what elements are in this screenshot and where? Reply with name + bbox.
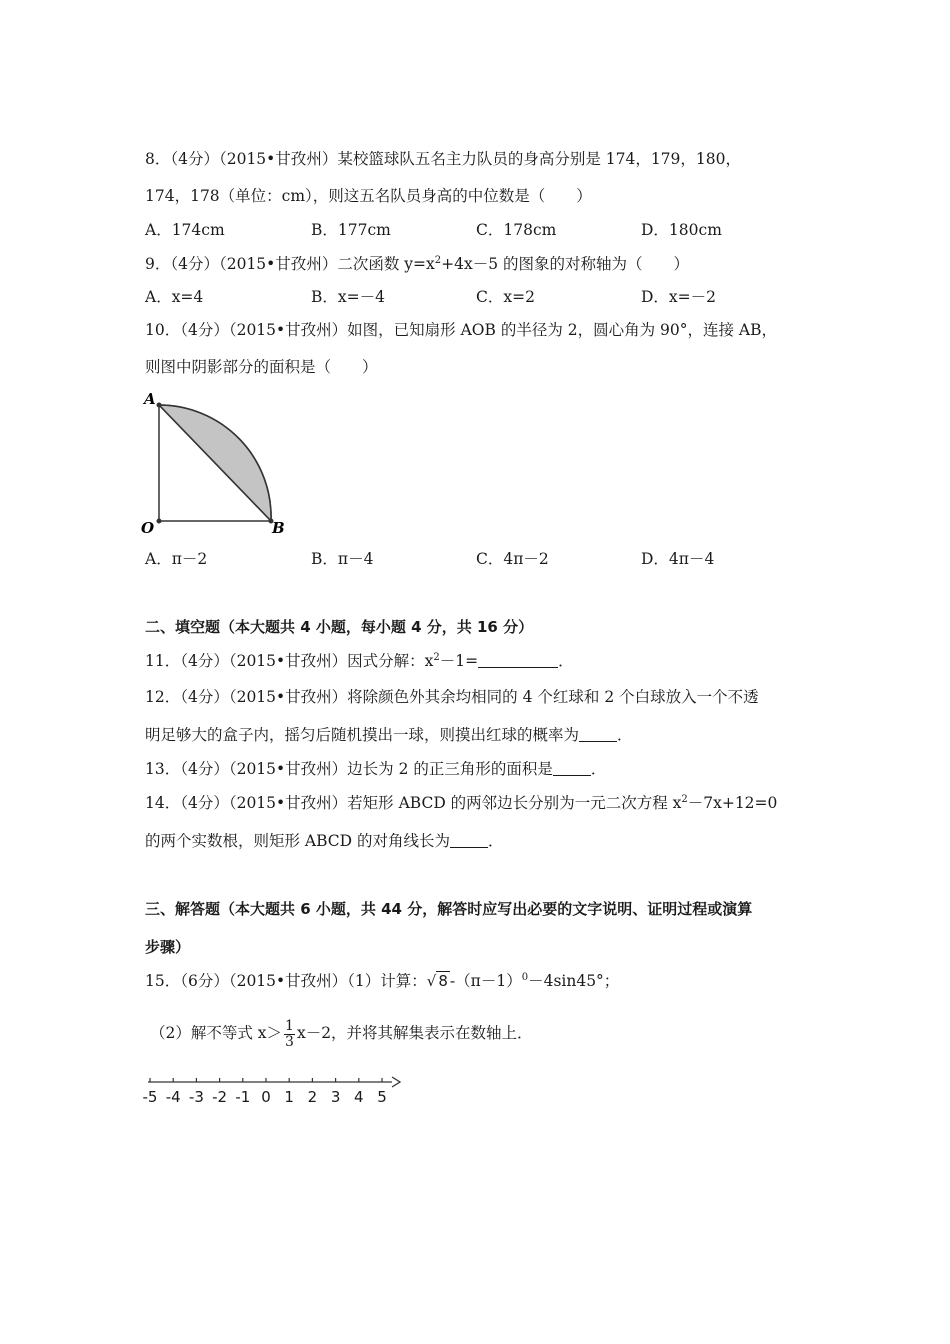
q13-stem (145, 758, 606, 780)
section2-title: 二、填空题（本大题共 4 小题，每小题 4 分，共 16 分） (145, 618, 534, 636)
q11-end: ． (558, 652, 574, 670)
fraction-numerator: 1 (285, 1017, 294, 1034)
q15-part1-mid: -（π－1） (449, 972, 522, 990)
number-line-label: -1 (235, 1088, 251, 1106)
q9-suffix: +4x－5 的图象的对称轴为（ ） (441, 255, 689, 273)
number-line (140, 1068, 410, 1108)
q12-answer-blank[interactable] (579, 726, 617, 742)
q10-line1: 10．（4分）（2015•甘孜州）如图，已知扇形 AOB 的半径为 2，圆心角为 90°，连接 AB， (145, 321, 778, 339)
q10-option-d: D．4π－4 (641, 550, 715, 568)
label-o: O (141, 519, 155, 537)
label-a: A (144, 390, 156, 408)
number-line-label: -2 (212, 1088, 228, 1106)
q15-part1-prefix: 15．（6分）（2015•甘孜州）（1）计算： (145, 972, 427, 990)
q11-stem (145, 650, 574, 672)
number-line-label: 4 (354, 1088, 364, 1106)
q12-line2-text: 明足够大的盒子内，摇匀后随机摸出一球，则摸出红球的概率为 (145, 726, 580, 744)
q10-option-a: A．π－2 (145, 550, 208, 568)
q8-option-d: D．180cm (641, 221, 722, 239)
q14-suffix: －7x+12=0 (687, 794, 778, 812)
q14-line1 (145, 792, 777, 814)
point-o (157, 519, 162, 524)
q15-part2-prefix: （2）解不等式 x＞ (150, 1024, 283, 1042)
number-line-arrow (392, 1077, 400, 1087)
fraction-denominator: 3 (285, 1033, 294, 1050)
q15-part2-suffix: x－2，并将其解集表示在数轴上． (296, 1024, 533, 1042)
number-line-label: 3 (330, 1088, 341, 1106)
number-line-label: 0 (261, 1088, 271, 1106)
q12-end: ． (617, 726, 633, 744)
q15-part1-suffix: －4sin45°； (528, 972, 620, 990)
q10-option-b: B．π－4 (311, 550, 374, 568)
label-b: B (272, 519, 285, 537)
number-line-label: 1 (284, 1088, 294, 1106)
section3-title-line1: 三、解答题（本大题共 6 小题，共 44 分，解答时应写出必要的文字说明、证明过程或演算 (145, 900, 753, 918)
q13-answer-blank[interactable] (553, 760, 591, 776)
q11-answer-blank[interactable] (478, 652, 558, 668)
q8-options (145, 219, 835, 241)
q9-options (145, 286, 835, 308)
sqrt-expression: √ 8 (426, 972, 448, 990)
point-a (157, 403, 162, 408)
q14-line2 (145, 830, 504, 852)
fraction-one-third (284, 1019, 295, 1050)
q9-option-a: A．x=4 (145, 288, 204, 306)
q12-line2 (145, 724, 633, 746)
q10-options (145, 548, 835, 570)
number-line-label: -5 (142, 1088, 158, 1106)
q13-text: 13．（4分）（2015•甘孜州）边长为 2 的正三角形的面积是 (145, 760, 553, 778)
q9-stem (145, 253, 689, 275)
q10-option-c: C．4π－2 (476, 550, 549, 568)
section3-title-line2: 步骤） (145, 938, 191, 956)
q9-exponent: 2 (434, 255, 442, 266)
q14-prefix: 14．（4分）（2015•甘孜州）若矩形 ABCD 的两邻边长分别为一元二次方程 x (145, 794, 682, 812)
q11-suffix: －1= (439, 652, 479, 670)
q14-end: ． (488, 832, 504, 850)
q8-option-b: B．177cm (311, 221, 391, 239)
q14-answer-blank[interactable] (450, 832, 488, 848)
q10-line2: 则图中阴影部分的面积是（ ） (145, 358, 378, 376)
sector-figure (138, 388, 298, 538)
q14-exponent: 2 (681, 794, 688, 805)
q8-line2: 174，178（单位：cm），则这五名队员身高的中位数是（ ） (145, 187, 592, 205)
q11-exponent: 2 (433, 652, 440, 663)
q8-line1: 8．（4分）（2015•甘孜州）某校篮球队五名主力队员的身高分别是 174，179，180， (145, 150, 741, 168)
q8-option-c: C．178cm (476, 221, 557, 239)
q9-prefix: 9．（4分）（2015•甘孜州）二次函数 y=x (145, 255, 435, 273)
number-line-label: -3 (188, 1088, 204, 1106)
q9-option-d: D．x=－2 (641, 288, 717, 306)
number-line-label: -4 (165, 1088, 181, 1106)
q13-end: ． (590, 760, 607, 778)
q9-option-b: B．x=－4 (311, 288, 385, 306)
q15-exponent-zero: 0 (521, 972, 529, 983)
q11-prefix: 11．（4分）（2015•甘孜州）因式分解：x (145, 652, 434, 670)
q14-line2-text: 的两个实数根，则矩形 ABCD 的对角线长为 (145, 832, 451, 850)
sqrt-radicand: 8 (438, 972, 448, 990)
q8-option-a: A．174cm (145, 221, 225, 239)
q12-line1: 12．（4分）（2015•甘孜州）将除颜色外其余均相同的 4 个红球和 2 个白球放入一个不透 (145, 688, 759, 706)
q15-part2 (150, 1018, 533, 1050)
q9-option-c: C．x=2 (476, 288, 535, 306)
number-line-label: 2 (307, 1088, 318, 1106)
q15-part1 (145, 970, 619, 992)
number-line-label: 5 (377, 1088, 387, 1106)
